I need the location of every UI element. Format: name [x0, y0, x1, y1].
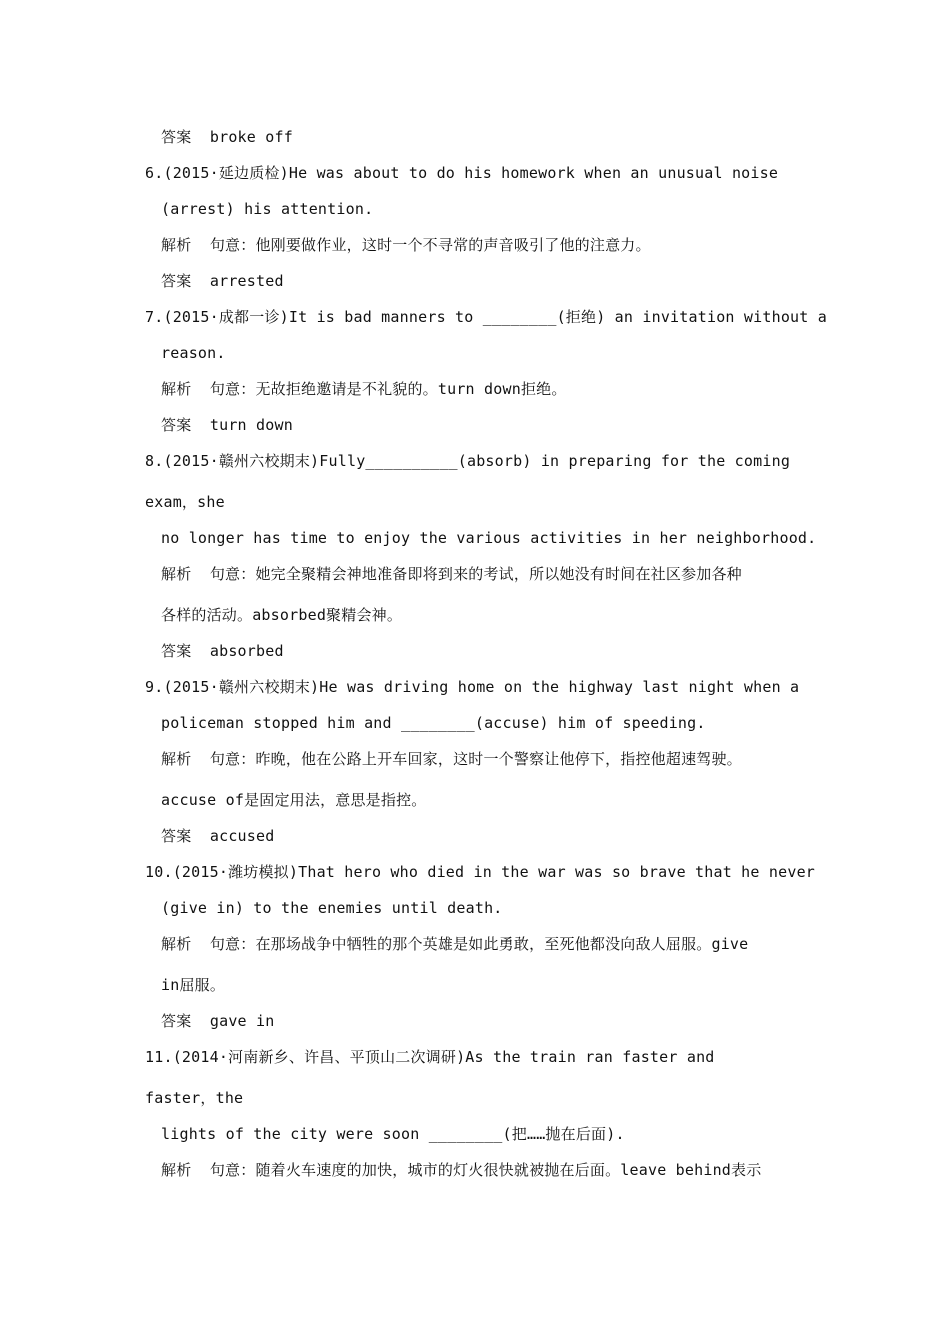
answer-line: 答案 broke off [161, 128, 293, 146]
question-7-line-2: reason. [161, 344, 226, 362]
question-9-line-2: policeman stopped him and ________(accuse) him of speeding. [161, 714, 706, 732]
question-8-line-3: no longer has time to enjoy the various activities in her neighborhood. [161, 529, 817, 547]
question-8-line-1: 8.(2015·赣州六校期末)Fully__________(absorb) in preparing for the coming [145, 452, 791, 470]
analysis-7-line: 解析 句意：无故拒绝邀请是不礼貌的。turn down拒绝。 [161, 380, 567, 398]
question-10-line-2: (give in) to the enemies until death. [161, 899, 503, 917]
question-11-line-3: lights of the city were soon ________(把……抛在后面). [161, 1125, 625, 1143]
answer-7-line: 答案 turn down [161, 416, 293, 434]
question-11-line-1: 11.(2014·河南新乡、许昌、平顶山二次调研)As the train ran faster and [145, 1048, 715, 1066]
question-6-line-2: (arrest) his attention. [161, 200, 374, 218]
analysis-9-line-1: 解析 句意：昨晚，他在公路上开车回家，这时一个警察让他停下，指控他超速驾驶。 [161, 750, 742, 768]
analysis-10-line-2: in屈服。 [161, 976, 226, 994]
analysis-8-line-2: 各样的活动。absorbed聚精会神。 [161, 606, 403, 624]
question-6-line-1: 6.(2015·延边质检)He was about to do his homework when an unusual noise [145, 164, 779, 182]
question-8-line-2: exam，she [145, 493, 225, 511]
answer-9-line: 答案 accused [161, 827, 275, 845]
answer-6-line: 答案 arrested [161, 272, 284, 290]
question-10-line-1: 10.(2015·潍坊模拟)That hero who died in the war was so brave that he never [145, 863, 816, 881]
question-11-line-2: faster，the [145, 1089, 244, 1107]
analysis-9-line-2: accuse of是固定用法，意思是指控。 [161, 791, 427, 809]
answer-10-line: 答案 gave in [161, 1012, 275, 1030]
analysis-8-line-1: 解析 句意：她完全聚精会神地准备即将到来的考试，所以她没有时间在社区参加各种 [161, 565, 742, 583]
answer-8-line: 答案 absorbed [161, 642, 284, 660]
analysis-10-line-1: 解析 句意：在那场战争中牺牲的那个英雄是如此勇敢，至死他都没向敌人屈服。give [161, 935, 749, 953]
question-9-line-1: 9.(2015·赣州六校期末)He was driving home on the highway last night when a [145, 678, 800, 696]
analysis-6-line: 解析 句意：他刚要做作业，这时一个不寻常的声音吸引了他的注意力。 [161, 236, 651, 254]
analysis-11-line-1: 解析 句意：随着火车速度的加快，城市的灯火很快就被抛在后面。leave behind表示 [161, 1161, 762, 1179]
question-7-line-1: 7.(2015·成都一诊)It is bad manners to ________(拒绝) an invitation without a [145, 308, 827, 326]
